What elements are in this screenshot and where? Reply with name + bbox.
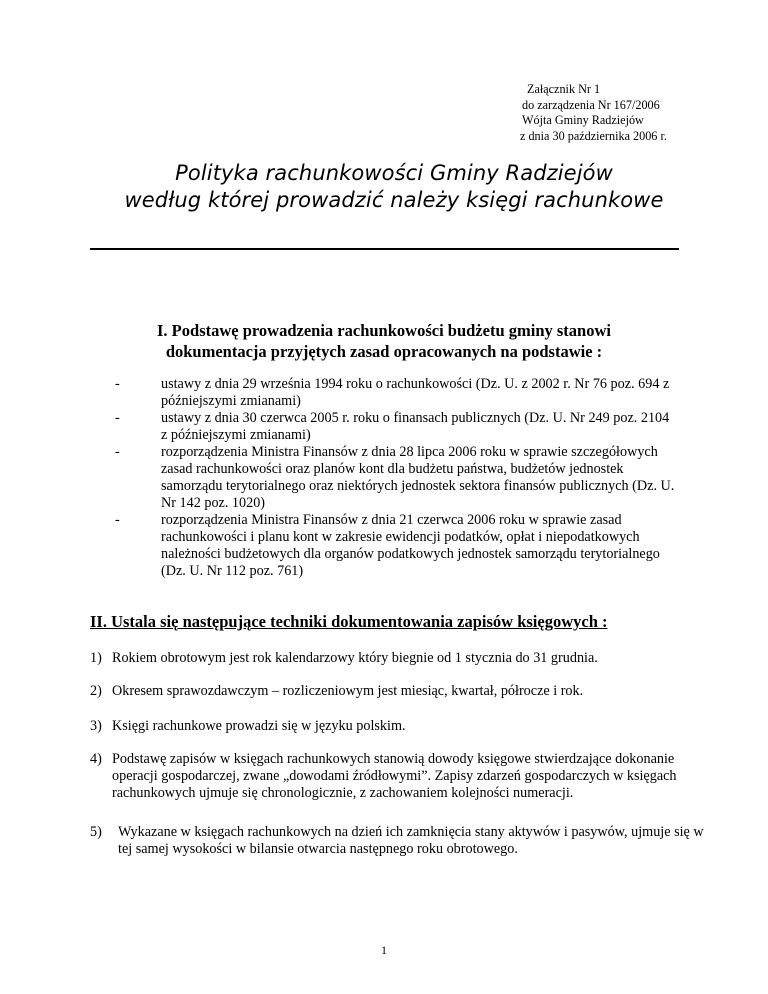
- numbered-item: [90, 683, 583, 700]
- annex-header: [520, 82, 667, 144]
- item-number: 5): [90, 824, 102, 840]
- list-item: [115, 444, 675, 512]
- list-item-text: rozporządzenia Ministra Finansów z dnia 21 czerwca 2006 roku w sprawie zasad rachunkowości i planu kont w zakresie ewidencji podatków, opłat i niepodatkowych należności budżetowych dla organów podatkowych jednostek samorządu terytorialnego (Dz. U. Nr 112 poz. 761): [161, 512, 660, 579]
- item-text: Księgi rachunkowe prowadzi się w języku polskim.: [112, 718, 406, 734]
- item-text: Okresem sprawozdawczym – rozliczeniowym jest miesiąc, kwartał, półrocze i rok.: [112, 683, 584, 699]
- numbered-item: [90, 718, 406, 735]
- list-item-text: ustawy z dnia 29 września 1994 roku o rachunkowości (Dz. U. z 2002 r. Nr 76 poz. 694 z późniejszymi zmianami): [161, 376, 670, 409]
- item-number: 1): [90, 650, 102, 666]
- dash-bullet: -: [115, 512, 120, 528]
- section-1-heading: [100, 320, 668, 362]
- dash-bullet: -: [115, 444, 120, 460]
- list-item: [115, 512, 675, 580]
- annex-line: Załącznik Nr 1: [527, 82, 601, 96]
- section-2-heading: II. Ustala się następujące techniki dokumentowania zapisów księgowych :: [90, 612, 608, 631]
- annex-line: do zarządzenia Nr 167/2006: [522, 97, 660, 112]
- annex-line: z dnia 30 października 2006 r.: [520, 128, 667, 143]
- list-item: [115, 410, 675, 444]
- page-number: 1: [381, 943, 387, 957]
- list-item-text: ustawy z dnia 30 czerwca 2005 r. roku o finansach publicznych (Dz. U. Nr 249 poz. 2104 z późniejszymi zmianami): [161, 410, 670, 443]
- numbered-item: [90, 650, 598, 667]
- item-text: Podstawę zapisów w księgach rachunkowych stanowią dowody księgowe stwierdzające dokonanie operacji gospodarczej, zwane „dowodami źródłowymi”. Zapisy zdarzeń gospodarczych w księgach rachunkowych ujmuje się chronologicznie, z zachowaniem kolejności numeracji.: [112, 751, 677, 801]
- numbered-item: [90, 824, 718, 858]
- section-1-list: [115, 376, 675, 580]
- title-line: według której prowadzić należy księgi rachunkowe: [124, 188, 664, 212]
- item-number: 4): [90, 751, 102, 767]
- item-number: 3): [90, 718, 102, 734]
- section-1-heading-line: dokumentacja przyjętych zasad opracowanych na podstawie :: [165, 342, 603, 361]
- item-text: Wykazane w księgach rachunkowych na dzień ich zamknięcia stany aktywów i pasywów, ujmuje się w tej samej wysokości w bilansie otwarcia następnego roku obrotowego.: [118, 824, 704, 857]
- item-number: 2): [90, 683, 102, 699]
- dash-bullet: -: [115, 410, 120, 426]
- annex-line: Wójta Gminy Radziejów: [522, 113, 644, 127]
- item-text: Rokiem obrotowym jest rok kalendarzowy który biegnie od 1 stycznia do 31 grudnia.: [112, 650, 598, 666]
- list-item: [115, 376, 675, 410]
- document-title: [40, 160, 748, 214]
- dash-bullet: -: [115, 376, 120, 392]
- list-item-text: rozporządzenia Ministra Finansów z dnia 28 lipca 2006 roku w sprawie szczegółowych zasad rachunkowości oraz planów kont dla budżetu państwa, budżetów jednostek samorządu terytorialnego oraz niektórych jednostek sektora finansów publicznych (Dz. U. Nr 142 poz. 1020): [161, 444, 675, 511]
- section-1-heading-line: I. Podstawę prowadzenia rachunkowości budżetu gminy stanowi: [157, 321, 611, 340]
- numbered-item: [90, 751, 712, 802]
- horizontal-divider: [90, 248, 679, 250]
- title-line: Polityka rachunkowości Gminy Radziejów: [175, 161, 613, 185]
